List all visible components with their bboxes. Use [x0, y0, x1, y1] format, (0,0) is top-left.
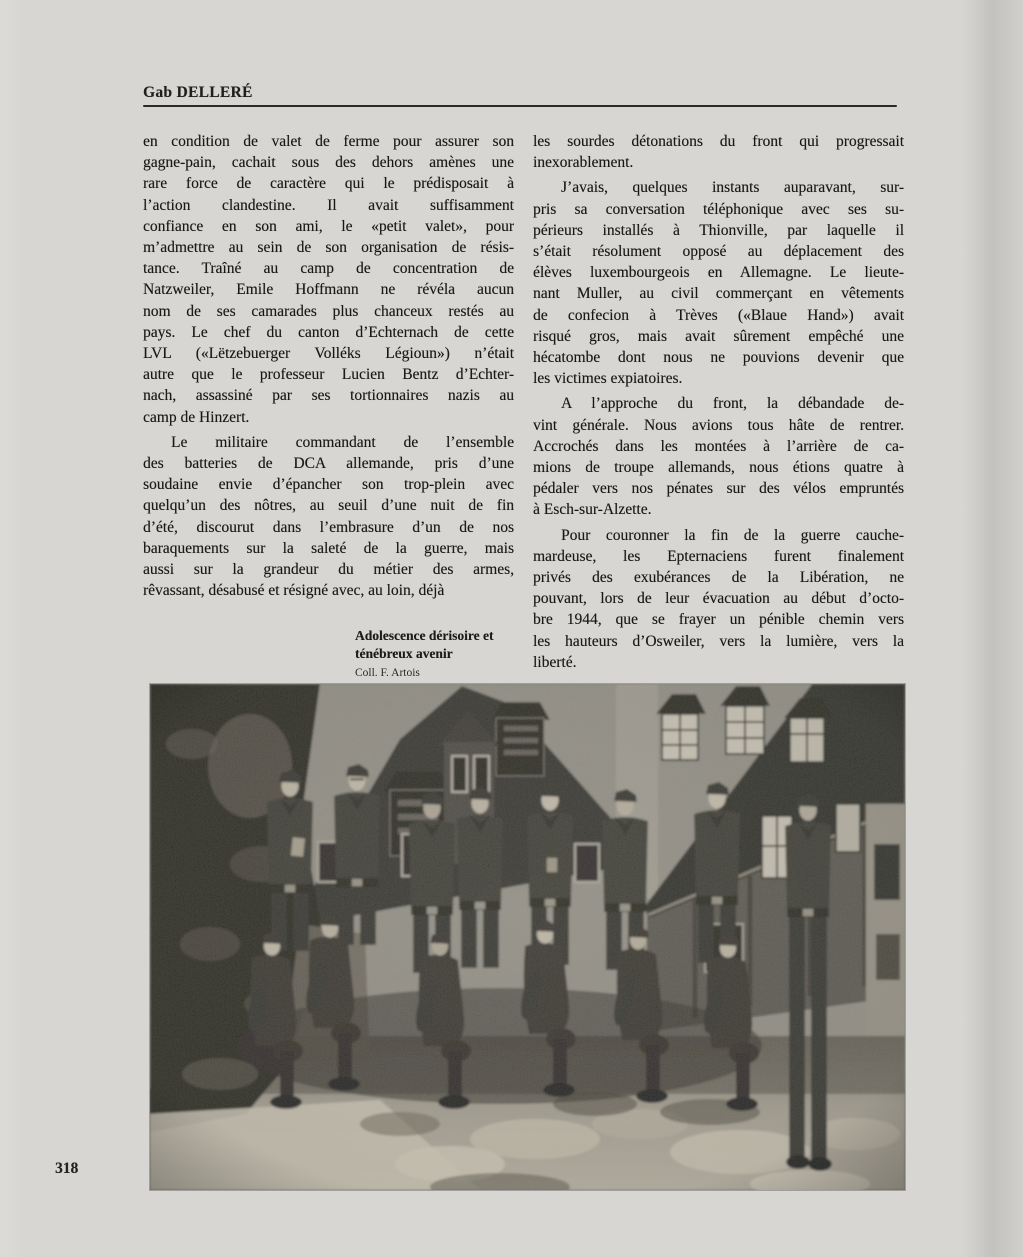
- text-line: mardeuse, les Epternaciens furent finalement: [533, 547, 904, 565]
- text-line: pédaler vers nos pénates sur des vélos empruntés: [533, 480, 904, 498]
- text-line: Le militaire commandant de l’ensemble: [171, 433, 514, 451]
- text-line: nom de ses camarades plus chanceux restés au: [143, 302, 514, 320]
- text-line: pris sa conversation téléphonique avec ses su-: [533, 200, 904, 218]
- text-line: bre 1944, que se frayer un pénible chemin vers: [533, 611, 904, 629]
- text-line: camp de Hinzert.: [143, 408, 250, 426]
- text-line: pouvant, lors de leur évacuation au début d’octo-: [533, 590, 904, 608]
- text-line: de confecion à Trèves («Blaue Hand») avait: [533, 306, 904, 324]
- text-line: vint générale. Nous avions tous hâte de rentrer.: [533, 416, 904, 434]
- text-line: rare force de caractère qui le prédisposait à: [143, 175, 514, 193]
- caption-title-line2: ténébreux avenir: [355, 646, 453, 661]
- text-line: à Esch-sur-Alzette.: [533, 501, 652, 519]
- text-line: périeurs installés à Thionville, par laquelle il: [533, 221, 904, 239]
- group-photograph: [150, 684, 905, 1190]
- text-line: nant Muller, au civil commerçant en vêtements: [533, 285, 904, 303]
- text-line: autre que le professeur Lucien Bentz d’Echter-: [143, 366, 514, 384]
- running-header: [143, 84, 897, 102]
- text-line: élèves luxembourgeois en Allemagne. Le lieute-: [533, 264, 904, 282]
- text-line: J’avais, quelques instants auparavant, sur-: [561, 179, 904, 197]
- paragraph: [143, 432, 514, 602]
- text-line: privés des exubérances de la Libération, ne: [533, 569, 904, 587]
- text-line: les victimes expiatoires.: [533, 370, 683, 388]
- text-line: des batteries de DCA allemande, pris d’une: [143, 455, 514, 473]
- text-line: quelqu’un des nôtres, au seuil d’une nuit de fin: [143, 497, 514, 515]
- paragraph: [533, 131, 904, 173]
- text-line: risqué gros, mais avait sûrement empêché une: [533, 327, 904, 345]
- text-line: en condition de valet de ferme pour assurer son: [143, 133, 514, 150]
- text-column-right: [533, 131, 904, 677]
- page-number: 318: [55, 1160, 79, 1177]
- photo-svg: [150, 684, 905, 1190]
- text-line: Natzweiler, Emile Hoffmann ne révéla aucun: [143, 281, 514, 299]
- caption-title-line1: Adolescence dérisoire et: [355, 628, 494, 643]
- paragraph: [533, 177, 904, 389]
- text-line: confiance en son ami, le «petit valet», pour: [143, 217, 514, 235]
- header-rule: [143, 105, 897, 107]
- text-line: aussi sur la grandeur du métier des armes,: [143, 561, 514, 579]
- text-line: LVL («Lëtzebuerger Volléks Légioun») n’était: [143, 345, 514, 363]
- text-line: hécatombe dont nous ne pouvions devenir que: [533, 349, 904, 367]
- text-line: s’était résolument opposé au déplacement des: [533, 243, 904, 261]
- text-line: l’action clandestine. Il avait suffisamment: [143, 196, 514, 214]
- text-line: gagne-pain, cachait sous des dehors amènes une: [143, 154, 514, 172]
- text-line: rêvassant, désabusé et résigné avec, au loin, déjà: [143, 582, 445, 600]
- paragraph: [143, 131, 514, 428]
- text-line: pays. Le chef du canton d’Echternach de cette: [143, 323, 514, 341]
- caption-credit: Coll. F. Artois: [355, 667, 420, 679]
- text-line: inexorablement.: [533, 154, 634, 172]
- text-line: tance. Traîné au camp de concentration de: [143, 260, 514, 278]
- text-column-left: [143, 131, 514, 605]
- text-line: Pour couronner la fin de la guerre cauche-: [561, 526, 904, 544]
- text-line: nach, assassiné par ses tortionnaires nazis au: [143, 387, 514, 405]
- text-line: les hauteurs d’Osweiler, vers la lumière, vers la: [533, 632, 904, 650]
- text-line: liberté.: [533, 653, 577, 671]
- text-line: d’été, discourut dans l’embrasure d’un de nos: [143, 518, 514, 536]
- paragraph: [533, 393, 904, 520]
- text-line: A l’approche du front, la débandade de-: [561, 395, 904, 413]
- text-line: m’admettre au sein de son organisation de résis-: [143, 239, 514, 257]
- text-line: mions de troupe allemands, nous étions quatre à: [533, 459, 904, 477]
- text-line: les sourdes détonations du front qui progressait: [533, 133, 904, 150]
- photo-caption: [355, 627, 585, 681]
- author-name: Gab DELLERÉ: [143, 84, 253, 101]
- text-line: baraquements sur la saleté de la guerre, mais: [143, 539, 514, 557]
- text-line: Accrochés dans les montées à l’arrière de ca-: [533, 437, 904, 455]
- paragraph: [533, 525, 904, 673]
- text-line: soudaine envie d’épancher son trop-plein avec: [143, 476, 514, 494]
- vignette-overlay: [150, 684, 905, 1190]
